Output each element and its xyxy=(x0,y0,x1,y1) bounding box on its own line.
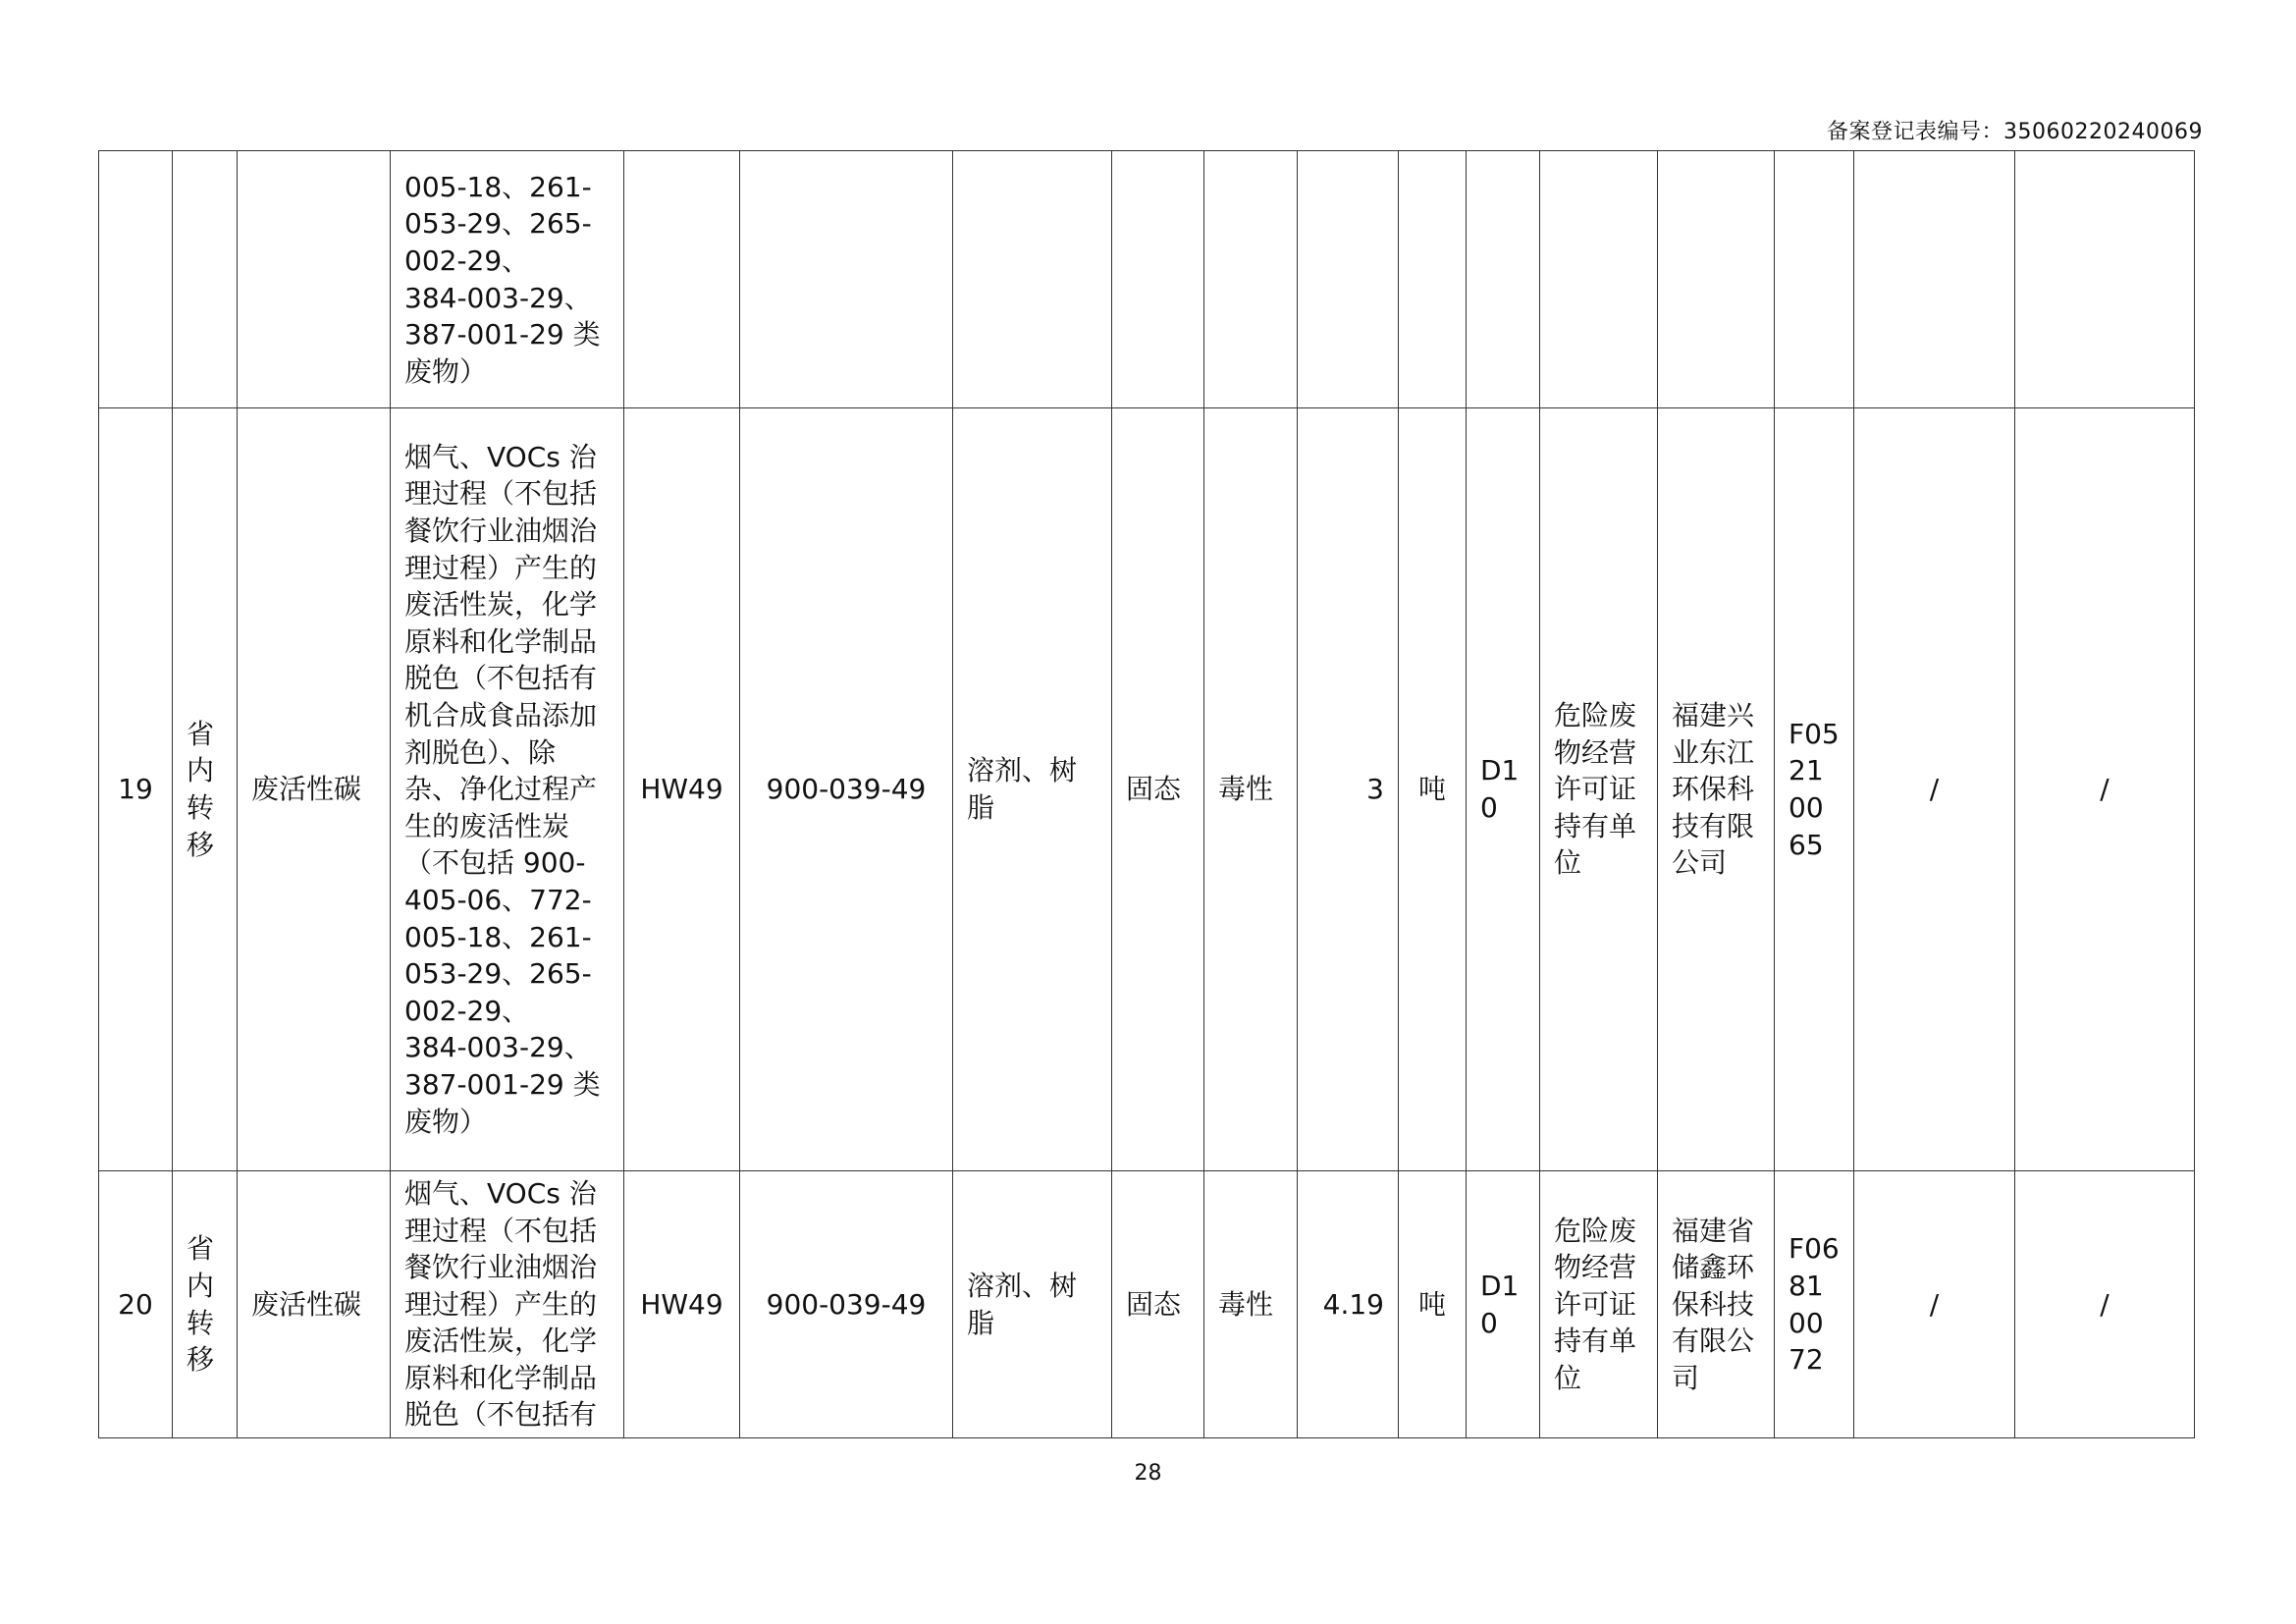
description-line: 384-003-29、 xyxy=(404,281,592,314)
disposal-cell xyxy=(1467,151,1540,408)
description-line: 053-29、265- xyxy=(404,207,592,241)
extra-cell-1: / xyxy=(1854,1171,2015,1438)
description-line: 387-001-29 类 xyxy=(404,318,601,352)
quantity-cell: 4.19 xyxy=(1298,1171,1399,1438)
description-line: 405-06、772- xyxy=(404,883,592,916)
component-cell: 溶剂、树脂 xyxy=(953,1171,1112,1438)
description-line: 餐饮行业油烟治 xyxy=(404,514,598,548)
extra-cell-1 xyxy=(1854,151,2015,408)
extra-cell-2: / xyxy=(2015,408,2195,1171)
table-row-continued xyxy=(99,151,2195,408)
description-line: 理过程）产生的 xyxy=(404,1287,598,1321)
code-cell: 900-039-49 xyxy=(740,1171,953,1438)
description-cell xyxy=(391,151,624,408)
description-line: 烟气、VOCs 治 xyxy=(404,1176,597,1210)
quantity-cell: 3 xyxy=(1298,408,1399,1171)
component-cell: 溶剂、树脂 xyxy=(953,408,1112,1171)
description-line: 理过程（不包括 xyxy=(404,1214,598,1247)
description-line: 生的废活性炭 xyxy=(404,809,570,842)
index-cell: 20 xyxy=(99,1171,173,1438)
receiver-type-cell xyxy=(1540,151,1658,408)
extra-cell-2 xyxy=(2015,151,2195,408)
description-cell xyxy=(391,408,624,1171)
description-line: 脱色（不包括有 xyxy=(404,1398,598,1432)
description-line: 002-29、 xyxy=(404,994,530,1027)
license-cell: F05210065 xyxy=(1775,408,1854,1171)
index-cell: 19 xyxy=(99,408,173,1171)
description-line: （不包括 900- xyxy=(404,846,586,880)
unit-cell: 吨 xyxy=(1399,408,1467,1171)
waste-name-cell: 废活性碳 xyxy=(238,1171,391,1438)
description-line: 废活性炭，化学 xyxy=(404,1325,598,1358)
description-line: 餐饮行业油烟治 xyxy=(404,1251,598,1284)
license-cell: F06810072 xyxy=(1775,1171,1854,1438)
hazard-cell xyxy=(1204,151,1298,408)
page-number: 28 xyxy=(1134,1461,1162,1486)
receiver-type-cell: 危险废物经营许可证持有单位 xyxy=(1540,1171,1658,1438)
description-line: 杂、净化过程产 xyxy=(404,773,598,806)
record-number-header: 备案登记表编号：35060220240069 xyxy=(1827,120,2203,144)
category-cell: HW49 xyxy=(624,408,740,1171)
category-cell: HW49 xyxy=(624,1171,740,1438)
description-line: 原料和化学制品 xyxy=(404,1361,598,1394)
transfer-type-cell: 省内转移 xyxy=(173,408,238,1171)
index-cell xyxy=(99,151,173,408)
description-line: 废物） xyxy=(404,1105,488,1138)
description-line: 原料和化学制品 xyxy=(404,624,598,658)
extra-cell-2: / xyxy=(2015,1171,2195,1438)
form-cell: 固态 xyxy=(1112,1171,1204,1438)
transfer-type-cell xyxy=(173,151,238,408)
quantity-cell xyxy=(1298,151,1399,408)
receiver-name-cell: 福建省储鑫环保科技有限公司 xyxy=(1658,1171,1775,1438)
code-cell: 900-039-49 xyxy=(740,408,953,1171)
description-line: 005-18、261- xyxy=(404,920,592,953)
component-cell xyxy=(953,151,1112,408)
unit-cell xyxy=(1399,151,1467,408)
description-line: 387-001-29 类 xyxy=(404,1067,601,1101)
waste-name-cell xyxy=(238,151,391,408)
description-line: 384-003-29、 xyxy=(404,1031,592,1064)
description-line: 005-18、261- xyxy=(404,170,592,203)
transfer-type-cell: 省内转移 xyxy=(173,1171,238,1438)
description-line: 废活性炭，化学 xyxy=(404,588,598,622)
table-row xyxy=(99,408,2195,1171)
waste-name-cell: 废活性碳 xyxy=(238,408,391,1171)
description-line: 053-29、265- xyxy=(404,957,592,991)
description-line: 002-29、 xyxy=(404,244,530,277)
hazard-cell: 毒性 xyxy=(1204,408,1298,1171)
description-line: 理过程）产生的 xyxy=(404,551,598,584)
description-line: 脱色（不包括有 xyxy=(404,662,598,695)
hazardous-waste-table xyxy=(98,150,2195,1438)
unit-cell: 吨 xyxy=(1399,1171,1467,1438)
receiver-name-cell xyxy=(1658,151,1775,408)
extra-cell-1: / xyxy=(1854,408,2015,1171)
disposal-cell: D10 xyxy=(1467,1171,1540,1438)
description-line: 剂脱色）、除 xyxy=(404,735,557,769)
receiver-type-cell: 危险废物经营许可证持有单位 xyxy=(1540,408,1658,1171)
form-cell: 固态 xyxy=(1112,408,1204,1171)
description-line: 烟气、VOCs 治 xyxy=(404,440,597,473)
description-line: 机合成食品添加 xyxy=(404,699,598,732)
hazard-cell: 毒性 xyxy=(1204,1171,1298,1438)
table-row xyxy=(99,1171,2195,1438)
receiver-name-cell: 福建兴业东江环保科技有限公司 xyxy=(1658,408,1775,1171)
category-cell xyxy=(624,151,740,408)
code-cell xyxy=(740,151,953,408)
form-cell xyxy=(1112,151,1204,408)
description-line: 废物） xyxy=(404,354,488,388)
description-cell xyxy=(391,1171,624,1438)
license-cell xyxy=(1775,151,1854,408)
description-line: 理过程（不包括 xyxy=(404,477,598,511)
disposal-cell: D10 xyxy=(1467,408,1540,1171)
